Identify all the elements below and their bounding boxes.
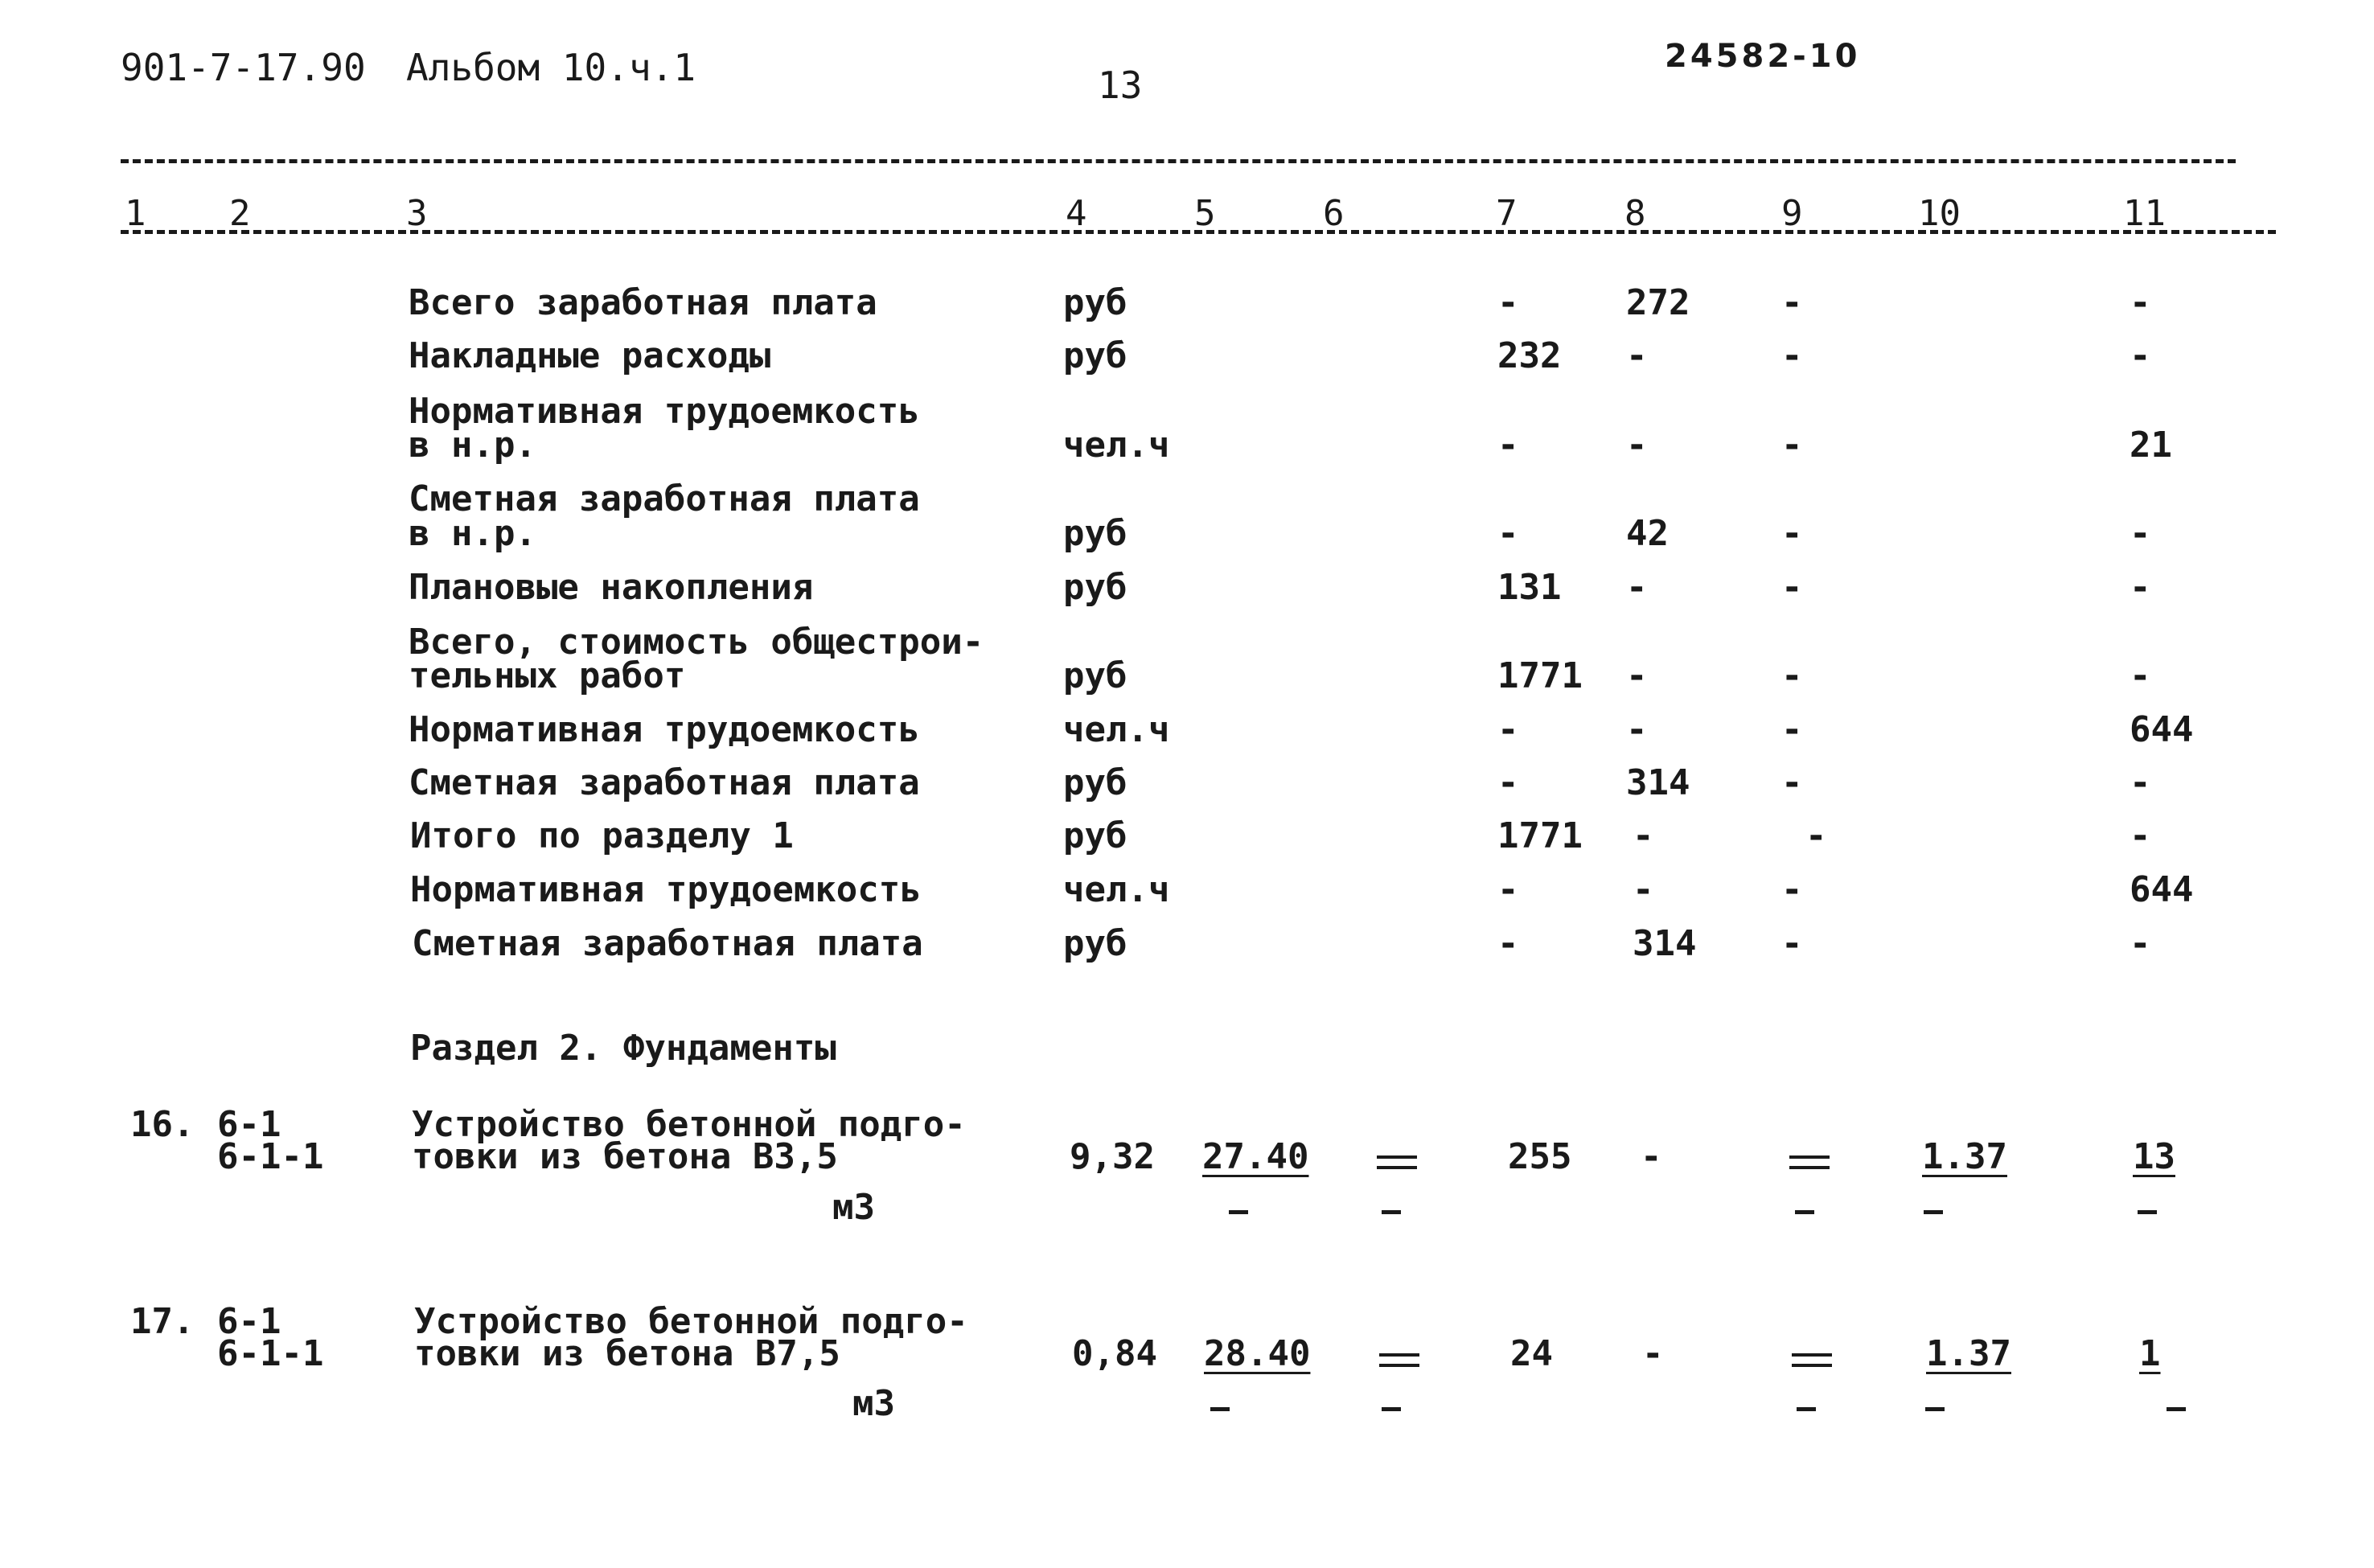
column-number-9: 9 xyxy=(1781,193,1803,234)
item-description-continuation: товки из бетона В3,5 xyxy=(412,1136,838,1177)
row-col8: - xyxy=(1626,567,1648,608)
row-col7: - xyxy=(1497,513,1519,554)
row-col9: - xyxy=(1781,655,1803,696)
row-unit: руб xyxy=(1063,815,1127,856)
row-col11: - xyxy=(2130,815,2151,856)
row-label: Сметная заработная плата xyxy=(412,923,923,964)
column-number-7: 7 xyxy=(1496,193,1518,234)
row-col9: - xyxy=(1781,282,1803,323)
item-number: 17. xyxy=(130,1301,195,1342)
denominator-dash xyxy=(1925,1407,1945,1411)
column-number-8: 8 xyxy=(1624,193,1646,234)
row-col8: 42 xyxy=(1626,513,1669,554)
row-col7: - xyxy=(1497,282,1519,323)
row-col11: - xyxy=(2130,513,2151,554)
row-col7: - xyxy=(1497,869,1519,910)
row-col7: 1771 xyxy=(1497,655,1583,696)
item-quantity: 9,32 xyxy=(1070,1136,1155,1177)
row-unit: руб xyxy=(1063,762,1127,803)
row-col8: - xyxy=(1633,815,1654,856)
row-col8: - xyxy=(1626,425,1648,466)
row-col8: - xyxy=(1626,335,1648,376)
row-label: Итого по разделу 1 xyxy=(410,815,794,856)
item-col5: 27.40 xyxy=(1202,1136,1309,1177)
row-label: Нормативная трудоемкость xyxy=(409,391,920,432)
row-col11: - xyxy=(2130,567,2151,608)
column-number-11: 11 xyxy=(2123,193,2166,234)
row-unit: чел.ч xyxy=(1063,425,1170,466)
row-col9: - xyxy=(1781,869,1803,910)
row-label: Нормативная трудоемкость xyxy=(409,709,920,750)
row-col11: - xyxy=(2130,762,2151,803)
item-col8: - xyxy=(1641,1136,1662,1177)
row-col7: - xyxy=(1497,762,1519,803)
column-number-3: 3 xyxy=(406,193,428,234)
row-col9: - xyxy=(1781,567,1803,608)
item-col8: - xyxy=(1642,1333,1664,1374)
row-unit: руб xyxy=(1063,923,1127,964)
row-label-continuation: в н.р. xyxy=(409,513,536,554)
document-code: 901-7-17.90 xyxy=(121,46,366,89)
denominator-dash xyxy=(2138,1210,2157,1214)
item-description: Устройство бетонной подго- xyxy=(414,1301,968,1342)
row-col11: - xyxy=(2130,282,2151,323)
row-col8: 272 xyxy=(1626,282,1690,323)
denominator-dash xyxy=(1797,1407,1816,1411)
row-label: Всего заработная плата xyxy=(409,282,877,323)
row-unit: руб xyxy=(1063,335,1127,376)
item-col10: 1.37 xyxy=(1926,1333,2011,1374)
row-col7: - xyxy=(1497,425,1519,466)
item-col11: 13 xyxy=(2133,1136,2175,1177)
row-col8: - xyxy=(1633,869,1654,910)
denominator-dash xyxy=(1924,1210,1943,1214)
row-col8: - xyxy=(1626,709,1648,750)
item-col10: 1.37 xyxy=(1922,1136,2007,1177)
row-unit: чел.ч xyxy=(1063,869,1170,910)
row-col7: 1771 xyxy=(1497,815,1583,856)
row-col7: 232 xyxy=(1497,335,1562,376)
row-col9: - xyxy=(1781,513,1803,554)
row-col7: - xyxy=(1497,923,1519,964)
row-label: Всего, стоимость общестрои- xyxy=(409,622,984,663)
row-col9: - xyxy=(1805,815,1827,856)
denominator-dash xyxy=(2167,1407,2186,1411)
row-col9: - xyxy=(1781,425,1803,466)
item-quantity: 0,84 xyxy=(1072,1333,1157,1374)
column-number-1: 1 xyxy=(125,193,146,234)
row-col8: - xyxy=(1626,655,1648,696)
denominator-dash xyxy=(1795,1210,1814,1214)
item-col7: 24 xyxy=(1510,1333,1553,1374)
item-description: Устройство бетонной подго- xyxy=(412,1104,966,1145)
section-title: Раздел 2. Фундаменты xyxy=(410,1028,836,1069)
row-col7: - xyxy=(1497,709,1519,750)
row-col11: - xyxy=(2130,655,2151,696)
item-col6-equals xyxy=(1377,1155,1417,1176)
row-label: Плановые накопления xyxy=(409,567,814,608)
column-number-5: 5 xyxy=(1194,193,1216,234)
denominator-dash xyxy=(1210,1407,1230,1411)
row-col8: 314 xyxy=(1633,923,1697,964)
item-col9-equals xyxy=(1792,1353,1832,1374)
row-col9: - xyxy=(1781,762,1803,803)
column-number-2: 2 xyxy=(229,193,251,234)
denominator-dash xyxy=(1382,1407,1401,1411)
item-description-continuation: товки из бетона В7,5 xyxy=(414,1333,840,1374)
row-col9: - xyxy=(1781,923,1803,964)
row-unit: чел.ч xyxy=(1063,709,1170,750)
denominator-dash xyxy=(1229,1210,1248,1214)
row-unit: руб xyxy=(1063,513,1127,554)
row-label: Сметная заработная плата xyxy=(409,478,920,519)
row-col7: 131 xyxy=(1497,567,1562,608)
row-col11: 21 xyxy=(2130,425,2172,466)
item-col11: 1 xyxy=(2139,1333,2161,1374)
row-col11: 644 xyxy=(2130,709,2194,750)
item-col6-equals xyxy=(1379,1353,1419,1374)
column-number-10: 10 xyxy=(1918,193,1961,234)
row-col9: - xyxy=(1781,709,1803,750)
row-label-continuation: тельных работ xyxy=(409,655,686,696)
row-label: Сметная заработная плата xyxy=(409,762,920,803)
item-col5: 28.40 xyxy=(1204,1333,1311,1374)
column-number-4: 4 xyxy=(1066,193,1087,234)
item-unit: м3 xyxy=(852,1383,895,1424)
top-dashed-rule xyxy=(121,159,2236,163)
row-label: Накладные расходы xyxy=(409,335,771,376)
row-col11: 644 xyxy=(2130,869,2194,910)
row-unit: руб xyxy=(1063,282,1127,323)
page-number: 13 xyxy=(1098,64,1143,107)
row-unit: руб xyxy=(1063,655,1127,696)
row-unit: руб xyxy=(1063,567,1127,608)
denominator-dash xyxy=(1382,1210,1401,1214)
album-label: Альбом 10.ч.1 xyxy=(406,46,696,89)
item-col9-equals xyxy=(1789,1155,1830,1176)
item-col7: 255 xyxy=(1508,1136,1572,1177)
item-subcode: 6-1-1 xyxy=(217,1136,324,1177)
item-number: 16. xyxy=(130,1104,195,1145)
row-col11: - xyxy=(2130,335,2151,376)
item-unit: м3 xyxy=(832,1187,875,1228)
row-label: Нормативная трудоемкость xyxy=(410,869,922,910)
row-label-continuation: в н.р. xyxy=(409,425,536,466)
row-col8: 314 xyxy=(1626,762,1690,803)
item-code: 6-1 xyxy=(217,1301,281,1342)
row-col11: - xyxy=(2130,923,2151,964)
item-code: 6-1 xyxy=(217,1104,281,1145)
item-subcode: 6-1-1 xyxy=(217,1333,324,1374)
handwritten-number: 24582-10 xyxy=(1665,38,1861,75)
column-number-6: 6 xyxy=(1323,193,1345,234)
row-col9: - xyxy=(1781,335,1803,376)
